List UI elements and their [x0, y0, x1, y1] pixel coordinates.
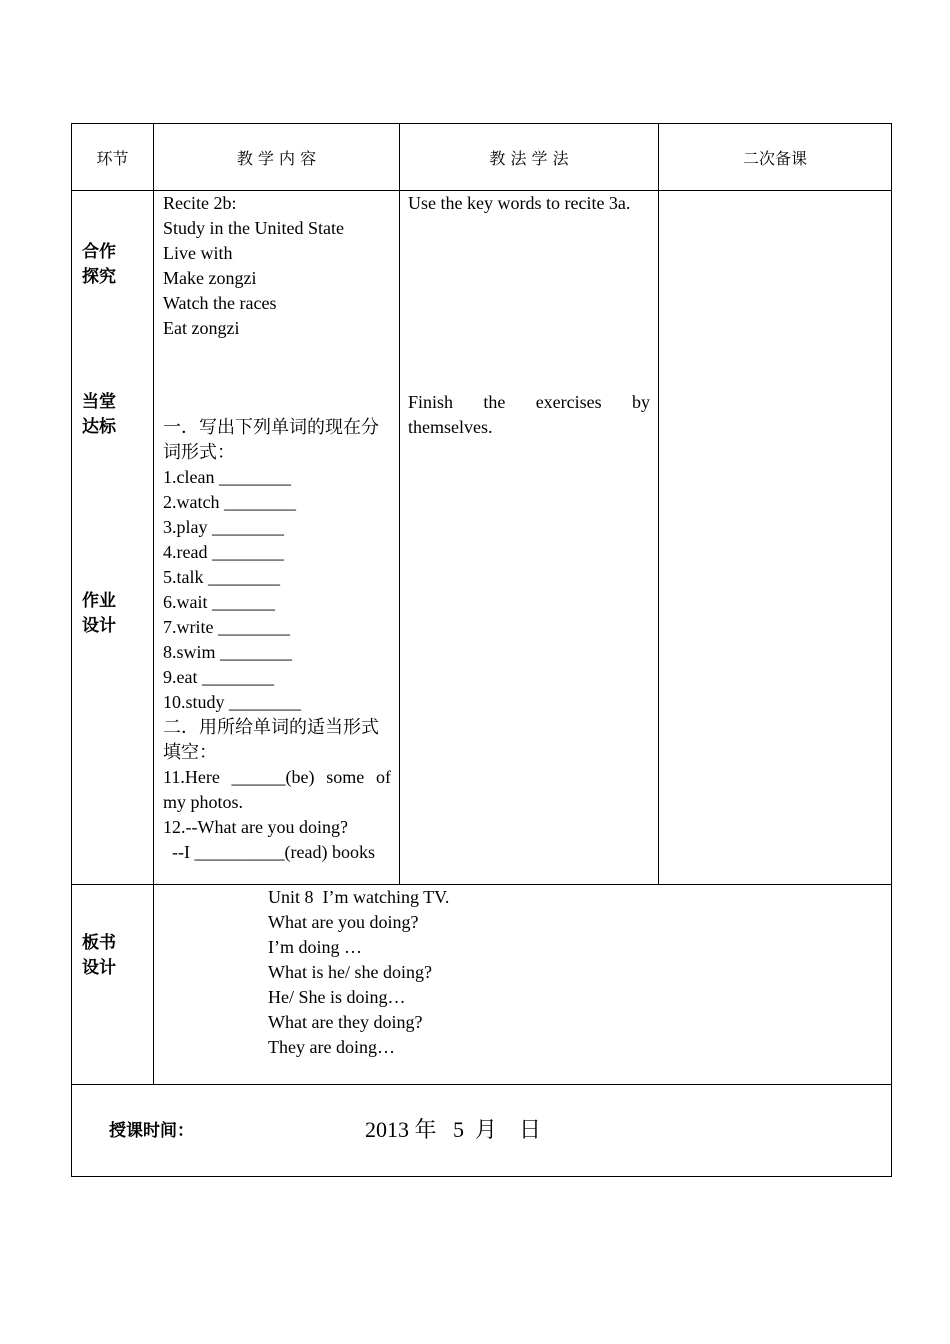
method-exercises-line: Finish the exercises by — [408, 392, 650, 412]
recite-line: Watch the races — [163, 293, 277, 313]
question-11: 11.Here ______(be) some of — [163, 767, 391, 787]
part1-title-cont: 词形式： — [163, 442, 235, 462]
recite-line: Recite 2b: — [163, 193, 237, 213]
board-line: I’m doing … — [268, 937, 362, 957]
teaching-time-label: 授课时间： — [109, 1121, 194, 1141]
question-11-cont: my photos. — [163, 792, 244, 812]
word-item: 2.watch ________ — [163, 492, 296, 512]
word-item: 1.clean ________ — [163, 467, 291, 487]
section-label-cooperate: 合作探究 — [82, 242, 116, 287]
board-design — [268, 885, 449, 1060]
exercise-block — [163, 415, 391, 865]
table-border-left — [71, 123, 72, 1177]
word-item: 9.eat ________ — [163, 667, 274, 687]
question-12-answer: --I __________(read) books — [163, 842, 375, 862]
word-item: 3.play ________ — [163, 517, 284, 537]
part2-title-cont: 填空： — [163, 742, 217, 762]
column-divider-3 — [658, 123, 659, 885]
header-method: 教 法 学 法 — [489, 149, 569, 168]
word-item: 10.study ________ — [163, 692, 302, 712]
section-label-board: 板书设计 — [82, 933, 116, 978]
header-content: 教 学 内 容 — [236, 149, 317, 168]
recite-line: Live with — [163, 243, 233, 263]
board-line: What are they doing? — [268, 1012, 423, 1032]
word-item: 7.write ________ — [163, 617, 290, 637]
word-item: 6.wait _______ — [163, 592, 275, 612]
part2-title: 二．用所给单词的适当形式 — [163, 717, 379, 737]
word-item: 4.read ________ — [163, 542, 284, 562]
board-line: He/ She is doing… — [268, 987, 406, 1007]
method-exercises-cont: themselves. — [408, 417, 493, 437]
recite-list — [163, 191, 344, 341]
table-border-bottom — [71, 1176, 892, 1177]
part1-title: 一．写出下列单词的现在分 — [163, 417, 379, 437]
column-divider-1 — [153, 123, 154, 1085]
question-12: 12.--What are you doing? — [163, 817, 348, 837]
board-line: What are you doing? — [268, 912, 419, 932]
header-second-prep: 二次备课 — [742, 149, 807, 168]
row-divider-footer — [71, 1084, 892, 1085]
board-line: They are doing… — [268, 1037, 395, 1057]
method-recite: Use the key words to recite 3a. — [408, 193, 631, 213]
word-item: 8.swim ________ — [163, 642, 293, 662]
board-line: Unit 8 I’m watching TV. — [268, 887, 450, 907]
board-line: What is he/ she doing? — [268, 962, 432, 982]
teaching-date: 2013 年 5 月 日 — [365, 1117, 542, 1142]
section-label-class-check: 当堂达标 — [82, 392, 116, 437]
row-divider-board — [71, 884, 892, 885]
header-stage: 环节 — [96, 149, 129, 168]
column-divider-2 — [399, 123, 400, 885]
table-border-top — [71, 123, 892, 124]
method-exercises — [408, 390, 650, 440]
section-label-homework: 作业设计 — [82, 591, 116, 636]
recite-line: Eat zongzi — [163, 318, 240, 338]
recite-line: Study in the United State — [163, 218, 344, 238]
recite-line: Make zongzi — [163, 268, 257, 288]
word-item: 5.talk ________ — [163, 567, 280, 587]
table-border-right — [891, 123, 892, 1177]
